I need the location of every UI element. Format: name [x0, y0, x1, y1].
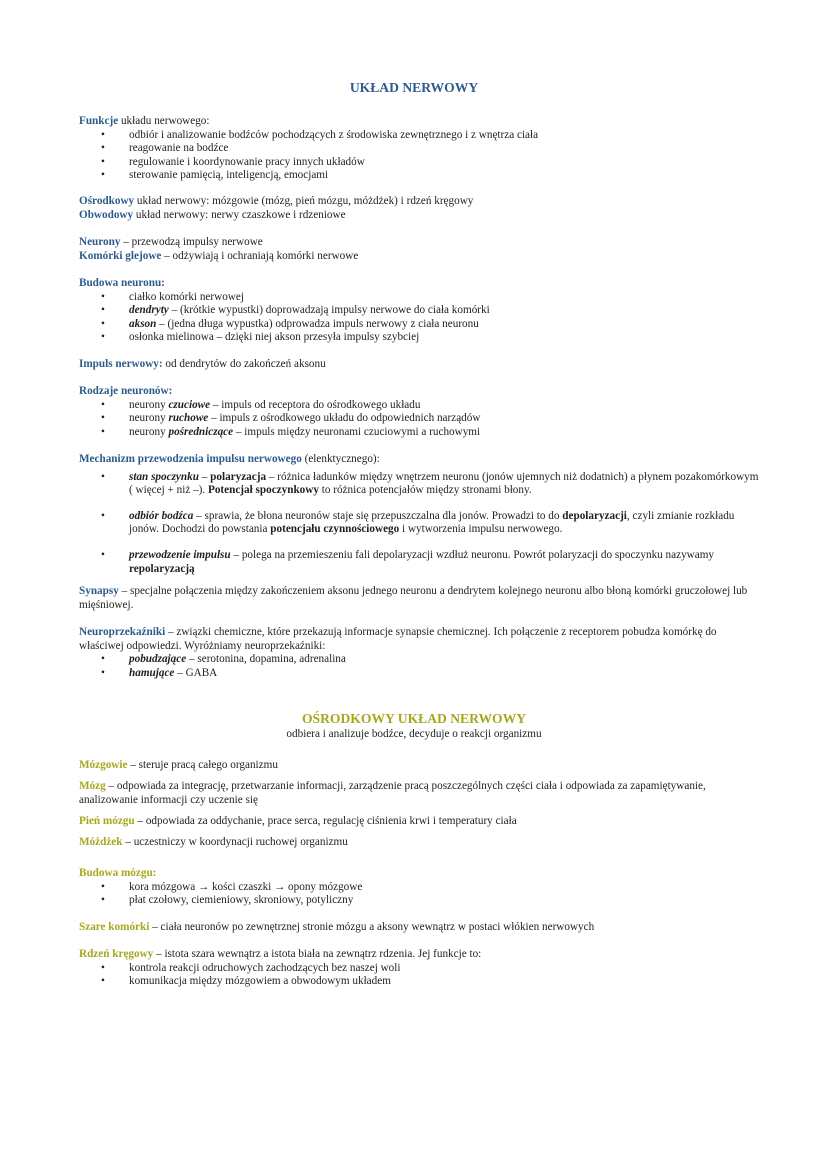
list-item — [79, 667, 759, 681]
list-item — [79, 471, 759, 498]
glia-term: Komórki glejowe — [79, 249, 162, 262]
list-item: • kora mózgowa → kości czaszki → opony mózgowe — [79, 881, 759, 895]
page-title: UKŁAD NERWOWY — [349, 80, 479, 95]
brain-all-line — [79, 759, 759, 773]
brain-text: – odpowiada za integrację, przetwarzanie informacji, zarządzenie pracą poszczególnych części ciała i odpowiada za zapamiętywanie, analizowanie informacji czy uczenie się — [79, 780, 706, 806]
list-item — [79, 412, 759, 426]
neuron-structure-heading: Budowa neuronu: — [79, 277, 165, 289]
list-item: • komunikacja między mózgowiem a obwodowym układem — [79, 975, 759, 989]
impulse-section — [79, 358, 759, 372]
depolarization-term: depolaryzacji — [562, 509, 627, 522]
grey-matter-line — [79, 921, 759, 935]
synapses-text: – specjalne połączenia między zakończeniem aksonu jednego neuronu a dendrytem kolejnego neuronu albo błoną komórki gruczołowej lub mięśniowej. — [79, 585, 748, 611]
brain-paragraph — [79, 780, 759, 807]
neurotransmitters-term: Neuroprzekaźniki — [79, 626, 166, 638]
peripheral-system-term: Obwodowy — [79, 208, 134, 221]
brain-structure-section — [79, 867, 759, 908]
brain-structure-heading: Budowa mózgu: — [79, 867, 157, 879]
synapses-section — [79, 585, 759, 612]
spinal-cord-section — [79, 948, 759, 989]
dendrites-text: – (krótkie wypustki) doprowadzają impulsy nerwowe do ciała komórki — [168, 304, 490, 317]
impulse-term: Impuls nerwowy: — [79, 358, 163, 370]
neuron-structure-list — [79, 291, 759, 345]
inhibitory-term: hamujące — [129, 666, 175, 679]
spinal-cord-term: Rdzeń kręgowy — [79, 948, 154, 960]
text-fragment: to różnica potencjałów między stronami błony. — [318, 484, 532, 497]
list-item — [79, 426, 759, 440]
mechanism-heading — [79, 453, 759, 467]
cns-subtitle: odbiera i analizuje bodźce, decyduje o reakcji organizmu — [286, 728, 542, 740]
brain-all-text: – steruje pracą całego organizmu — [127, 759, 278, 771]
neuron-type-prefix: neurony — [129, 412, 169, 425]
central-system-text: układ nerwowy: mózgowie (mózg, pień mózgu, móżdżek) i rdzeń kręgowy — [134, 195, 474, 207]
dendrites-term: dendryty — [129, 304, 169, 317]
action-potential-term: potencjału czynnościowego — [270, 523, 400, 536]
central-system-line — [79, 195, 759, 209]
list-item — [79, 318, 759, 332]
list-item: • regulowanie i koordynowanie pracy innych układów — [79, 156, 759, 170]
neuron-structure-section — [79, 277, 759, 345]
brain-all-section — [79, 759, 759, 773]
list-item: • odbiór i analizowanie bodźców pochodzących z środowiska zewnętrznego i z wnętrza ciała — [79, 129, 759, 143]
cerebellum-text: – uczestniczy w koordynacji ruchowej organizmu — [122, 836, 348, 848]
inhibitory-text: – GABA — [174, 666, 218, 679]
stimulus-term: odbiór bodźca — [129, 509, 194, 522]
interneuron-text: – impuls między neuronami czuciowymi a ruchowymi — [233, 425, 481, 438]
resting-state-term: stan spoczynku — [129, 470, 199, 483]
mechanism-heading-rest: (elenktycznego): — [301, 453, 380, 465]
grey-matter-section — [79, 921, 759, 935]
list-item: • osłonka mielinowa – dzięki niej akson przesyła impulsy szybciej — [79, 331, 759, 345]
glia-line — [79, 250, 759, 264]
neuron-types-heading: Rodzaje neuronów: — [79, 385, 173, 397]
neurons-term: Neurony — [79, 236, 121, 248]
mechanism-list — [79, 471, 759, 577]
sensory-term: czuciowe — [168, 398, 211, 411]
neurotransmitters-list — [79, 653, 759, 680]
functions-heading-rest: układu nerwowego: — [118, 115, 210, 127]
list-item: • płat czołowy, ciemieniowy, skroniowy, potyliczny — [79, 894, 759, 908]
text-fragment: , czyli zmianie rozkładu jonów. Dochodzi do powstania — [129, 509, 735, 536]
cerebellum-term: Móżdżek — [79, 836, 123, 848]
functions-heading — [79, 115, 759, 129]
text-fragment: – polega na przemieszeniu fali depolaryzacji wzdłuż neuronu. Powrót polaryzacji do spoczynku nazywamy — [230, 548, 715, 561]
list-item — [79, 399, 759, 413]
neuron-types-section — [79, 385, 759, 439]
axon-term: akson — [129, 317, 157, 330]
neurotransmitters-section — [79, 626, 759, 680]
brain-term: Mózg — [79, 780, 106, 792]
excitatory-text: – serotonina, dopamina, adrenalina — [186, 653, 346, 666]
sensory-text: – impuls od receptora do ośrodkowego układu — [210, 398, 421, 411]
spinal-cord-line — [79, 948, 759, 962]
list-item — [79, 304, 759, 318]
text-fragment: – sprawia, że błona neuronów staje się przepuszczalna dla jonów. Prowadzi to do — [193, 509, 563, 522]
brain-structure-list — [79, 881, 759, 908]
central-system-term: Ośrodkowy — [79, 195, 135, 207]
brainstem-term: Pień mózgu — [79, 815, 135, 827]
spinal-cord-text: – istota szara wewnątrz a istota biała na zewnątrz rdzenia. Jej funkcje to: — [153, 948, 482, 960]
impulse-line — [79, 358, 759, 372]
resting-potential-term: Potencjał spoczynkowy — [208, 484, 319, 497]
cerebellum-line — [79, 836, 759, 850]
peripheral-system-text: układ nerwowy: nerwy czaszkowe i rdzeniowe — [133, 208, 346, 221]
list-item: • sterowanie pamięcią, inteligencją, emocjami — [79, 169, 759, 183]
functions-term: Funkcje — [79, 115, 119, 127]
brain-all-term: Mózgowie — [79, 759, 128, 771]
motor-text: – impuls z ośrodkowego układu do odpowiednich narządów — [208, 412, 481, 425]
conduction-term: przewodzenie impulsu — [129, 548, 231, 561]
neurons-line — [79, 236, 759, 250]
brainstem-text: – odpowiada za oddychanie, prace serca, regulację ciśnienia krwi i temperatury ciała — [134, 815, 517, 827]
mechanism-section — [79, 453, 759, 588]
interneuron-term: pośredniczące — [168, 425, 234, 438]
mechanism-term: Mechanizm przewodzenia impulsu nerwowego — [79, 453, 302, 465]
grey-matter-text: – ciała neuronów po zewnętrznej stronie mózgu a aksony wewnątrz w postaci włókien nerwowych — [149, 921, 595, 933]
axon-text: – (jedna długa wypustka) odprowadza impuls nerwowy z ciała neuronu — [156, 317, 479, 330]
brainstem-line — [79, 815, 759, 829]
neurotransmitters-paragraph — [79, 626, 759, 653]
neurotransmitters-text: – związki chemiczne, które przekazują informacje synapsie chemicznej. Ich połączenie z receptorem pobudza komórkę do właściwej odpowiedzi. Wyróżniamy neuroprzekaźniki: — [79, 626, 717, 652]
cns-title: OŚRODKOWY UKŁAD NERWOWY — [301, 711, 527, 726]
motor-term: ruchowe — [168, 412, 209, 425]
excitatory-term: pobudzające — [129, 653, 187, 666]
synapses-paragraph — [79, 585, 759, 612]
brainstem-section — [79, 815, 759, 829]
list-item: • reagowanie na bodźce — [79, 142, 759, 156]
impulse-text: od dendrytów do zakończeń aksonu — [162, 358, 326, 370]
peripheral-system-line — [79, 209, 759, 223]
spinal-cord-list — [79, 962, 759, 989]
list-item: • kontrola reakcji odruchowych zachodzących bez naszej woli — [79, 962, 759, 976]
neuron-type-prefix: neurony — [129, 425, 169, 438]
functions-list — [79, 129, 759, 183]
list-item — [79, 510, 759, 537]
grey-matter-term: Szare komórki — [79, 921, 150, 933]
functions-section — [79, 115, 759, 183]
glia-text: – odżywiają i ochraniają komórki nerwowe — [161, 249, 359, 262]
polarization-term: polaryzacja — [210, 470, 267, 483]
synapses-term: Synapsy — [79, 585, 119, 597]
systems-section — [79, 195, 759, 222]
list-item — [79, 653, 759, 667]
repolarization-term: repolaryzacją — [129, 562, 195, 575]
brain-section — [79, 780, 759, 807]
list-item — [79, 549, 759, 576]
text-fragment: – — [198, 470, 211, 483]
text-fragment: – różnica ładunków między wnętrzem neuronu (jonów ujemnych niż dodatnich) a płynem pozakomórkowym ( więcej + niż –). — [129, 470, 759, 497]
list-item: • ciałko komórki nerwowej — [79, 291, 759, 305]
neuron-types-list — [79, 399, 759, 440]
neurons-text: – przewodzą impulsy nerwowe — [120, 236, 263, 248]
cells-section — [79, 236, 759, 263]
neuron-type-prefix: neurony — [129, 398, 169, 411]
cerebellum-section — [79, 836, 759, 850]
text-fragment: i wytworzenia impulsu nerwowego. — [399, 523, 563, 536]
